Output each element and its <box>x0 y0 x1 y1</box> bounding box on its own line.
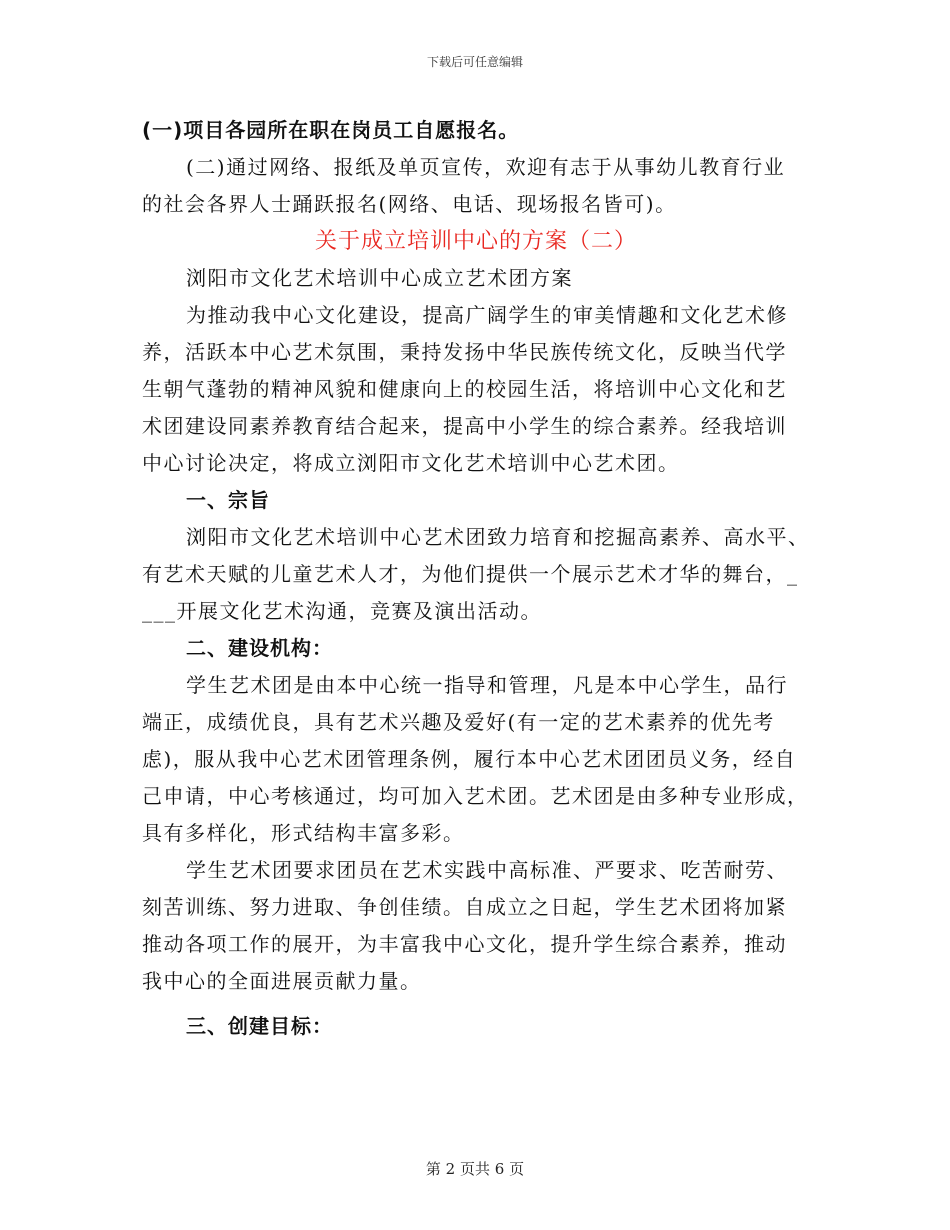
paragraph-line: 虑)，服从我中心艺术团管理条例，履行本中心艺术团团员义务，经自 <box>142 747 797 771</box>
page-number: 第 2 页共 6 页 <box>425 1160 525 1178</box>
heading-organization: 二、建设机构： <box>186 636 333 660</box>
paragraph-line: 术团建设同素养教育结合起来，提高中小学生的综合素养。经我培训 <box>142 414 787 438</box>
subtitle-line: 浏阳市文化艺术培训中心成立艺术团方案 <box>186 266 573 290</box>
paragraph-line: 学生艺术团要求团员在艺术实践中高标准、严要求、吃苦耐劳、 <box>186 858 788 882</box>
paragraph-line: (二)通过网络、报纸及单页宣传，欢迎有志于从事幼儿教育行业 <box>186 155 786 179</box>
bold-line-1: (一)项目各园所在职在岗员工自愿报名。 <box>142 118 520 142</box>
heading-goals: 三、创建目标： <box>186 1014 333 1038</box>
spacer <box>142 1000 810 1008</box>
paragraph-line: 中心讨论决定，将成立浏阳市文化艺术培训中心艺术团。 <box>142 451 680 475</box>
paragraph-line: 推动各项工作的展开，为丰富我中心文化，提升学生综合素养，推动 <box>142 932 787 956</box>
paragraph-line: 为推动我中心文化建设，提高广阔学生的审美情趣和文化艺术修 <box>186 303 788 327</box>
header-note: 下载后可任意编辑 <box>426 55 523 69</box>
paragraph-line: 生朝气蓬勃的精神风貌和健康向上的校园生活，将培训中心文化和艺 <box>142 377 787 401</box>
paragraph-line: 浏阳市文化艺术培训中心艺术团致力培育和挖掘高素养、高水平、 <box>186 525 810 549</box>
paragraph-line: 刻苦训练、努力进取、争创佳绩。自成立之日起，学生艺术团将加紧 <box>142 895 787 919</box>
paragraph-line: 端正，成绩优良，具有艺术兴趣及爱好(有一定的艺术素养的优先考 <box>142 710 775 734</box>
paragraph-line: 养，活跃本中心艺术氛围，秉持发扬中华民族传统文化，反映当代学 <box>142 340 787 364</box>
paragraph-line: 己申请，中心考核通过，均可加入艺术团。艺术团是由多种专业形成， <box>142 784 809 808</box>
paragraph-line: 学生艺术团是由本中心统一指导和管理，凡是本中心学生，品行 <box>186 673 788 697</box>
paragraph-line: 有艺术天赋的儿童艺术人才，为他们提供一个展示艺术才华的舞台，_ <box>142 562 799 586</box>
paragraph-line: ___开展文化艺术沟通，竞赛及演出活动。 <box>142 599 542 623</box>
section-title: 关于成立培训中心的方案（二） <box>314 229 637 254</box>
heading-purpose: 一、宗旨 <box>186 488 270 512</box>
document-body <box>142 112 810 1045</box>
paragraph-line: 具有多样化，形式结构丰富多彩。 <box>142 821 465 845</box>
paragraph-line: 我中心的全面进展贡献力量。 <box>142 969 422 993</box>
paragraph-line: 的社会各界人士踊跃报名(网络、电话、现场报名皆可)。 <box>142 192 677 216</box>
